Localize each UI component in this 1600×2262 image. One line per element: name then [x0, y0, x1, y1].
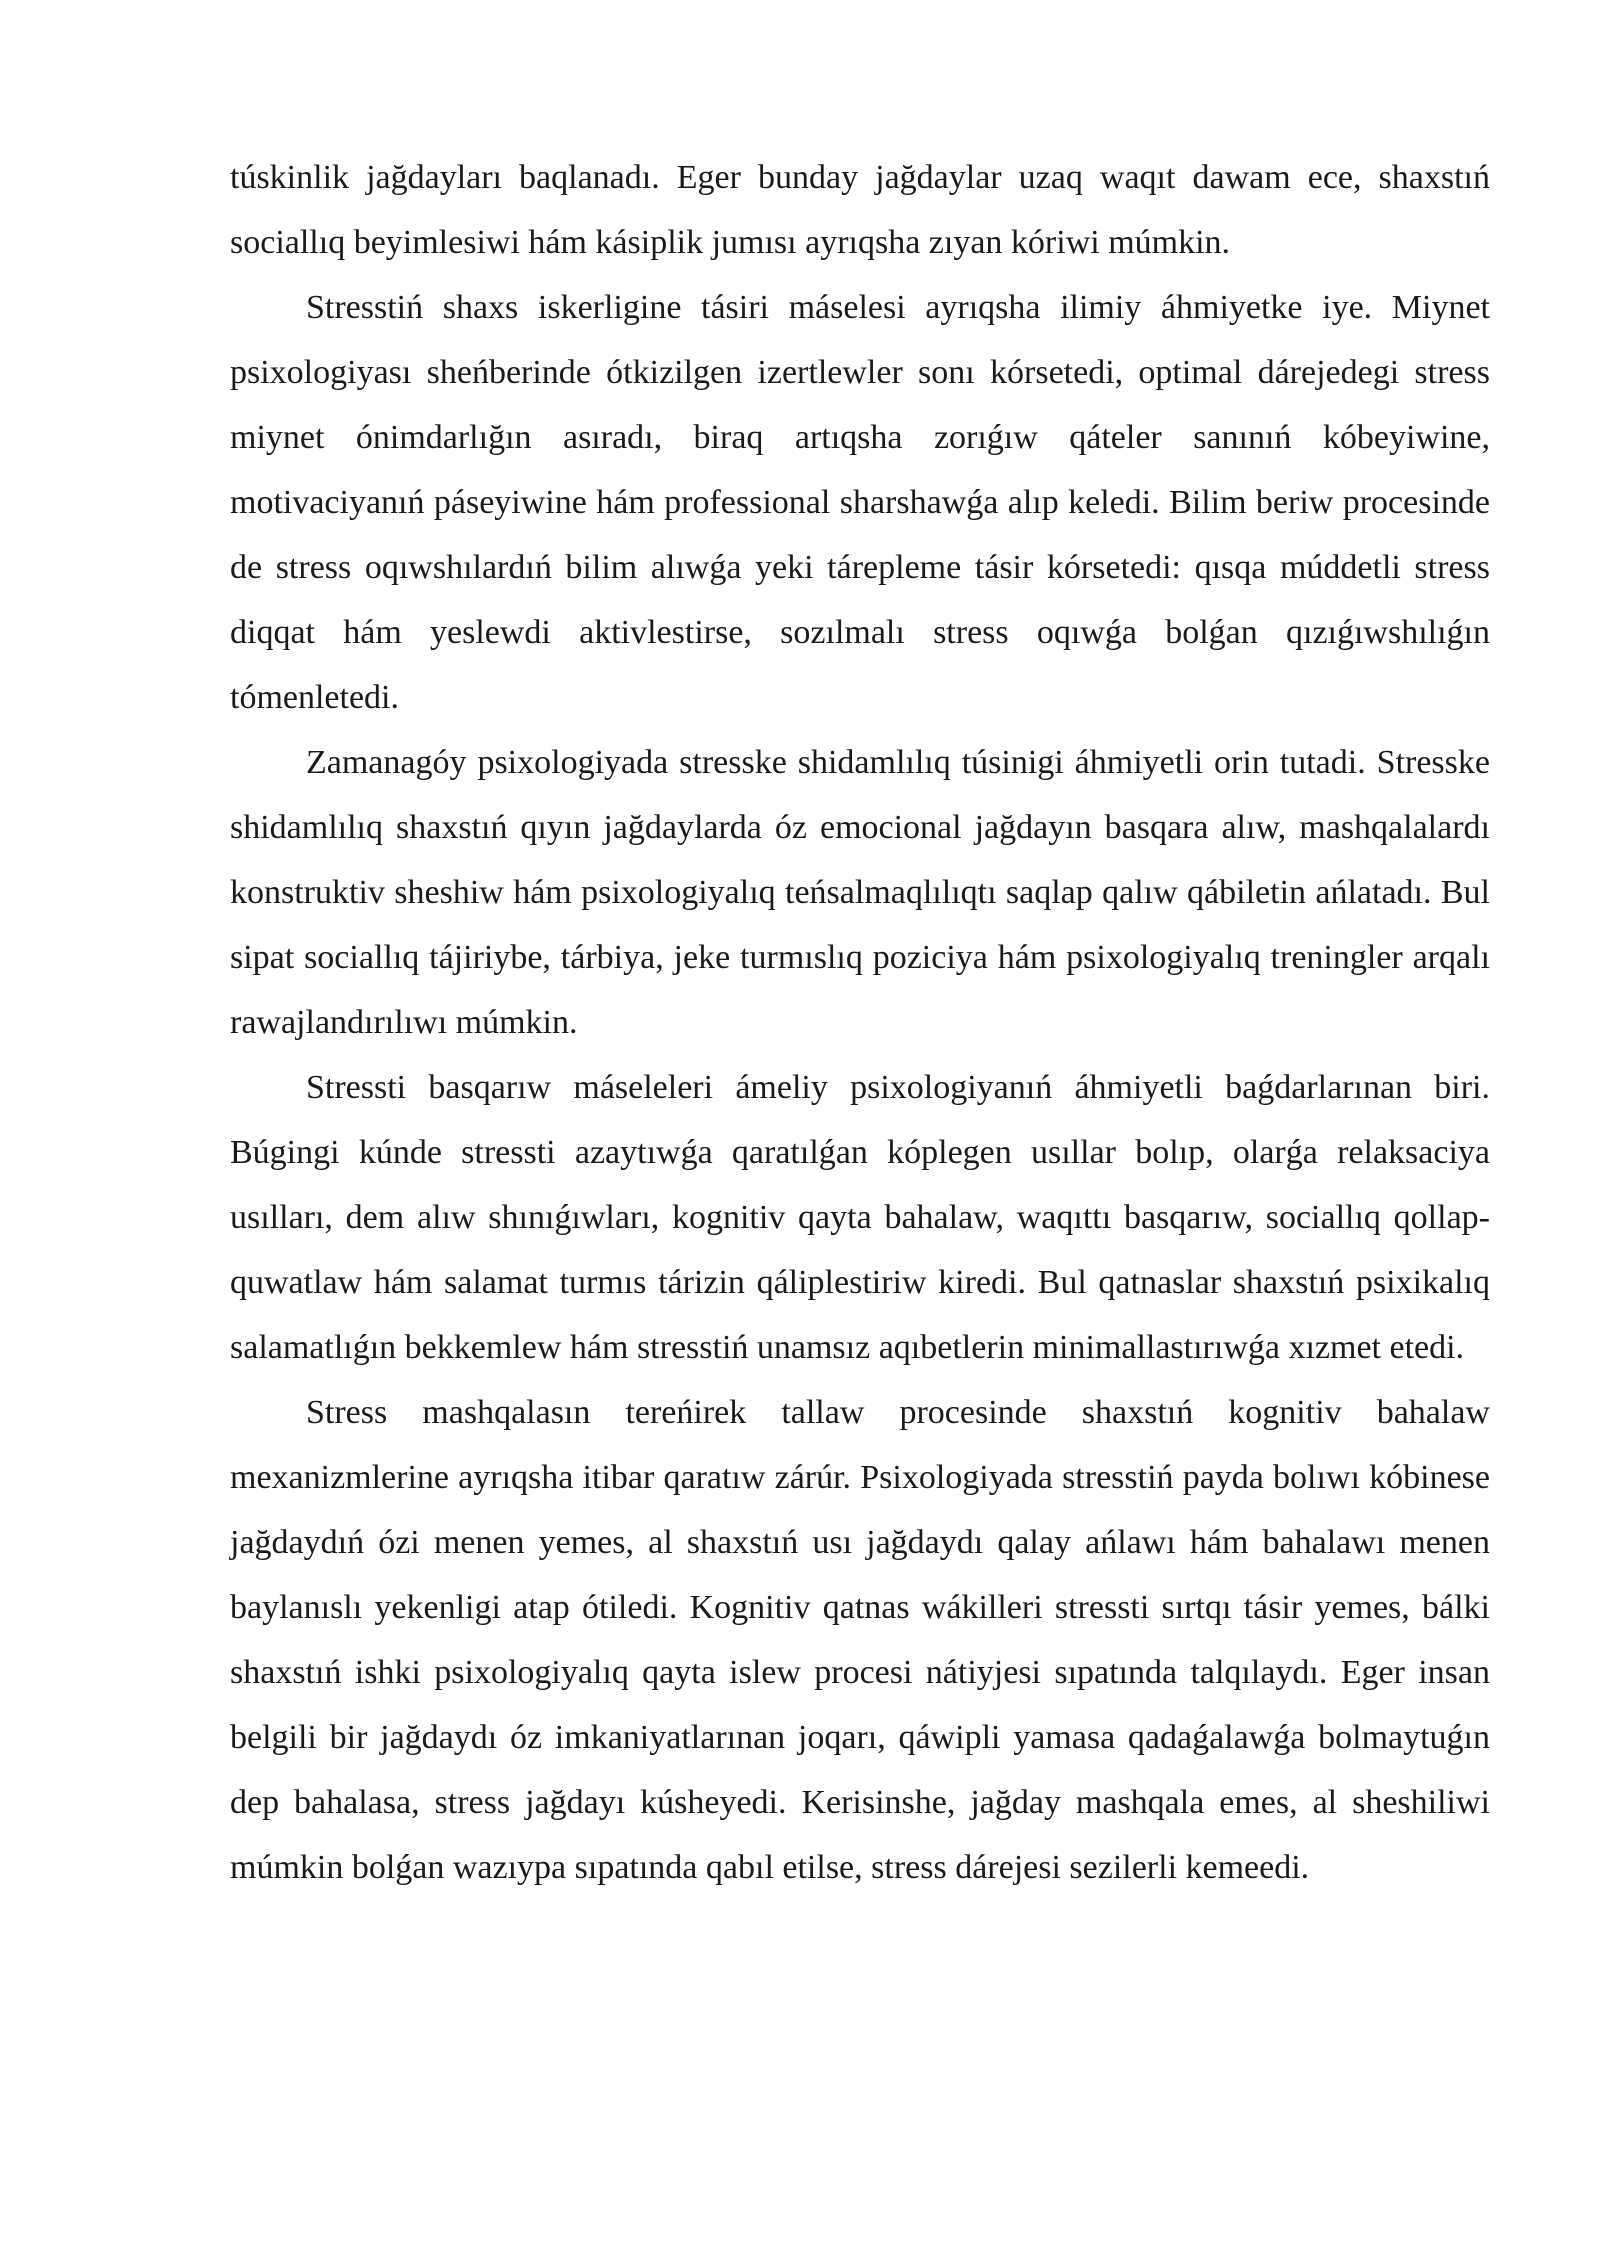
paragraph-3: Zamanagóy psixologiyada stresske shidamlılıq túsinigi áhmiyetli orin tutadi. Stresske shidamlılıq shaxstıń qıyın jağdaylarda óz emocional jağdayın basqara alıw, mashqalalardı konstruktiv sheshiw hám psixologiyalıq teńsalmaqlılıqtı saqlap qalıw qábiletin ańlatadı. Bul sipat sociallıq tájiriybe, tárbiya, jeke turmıslıq poziciya hám psixologiyalıq treningler arqalı rawajlandırılıwı múmkin.	[230, 744, 1490, 1041]
paragraph-4: Stressti basqarıw máseleleri ámeliy psixologiyanıń áhmiyetli baǵdarlarınan biri. Búgingi kúnde stressti azaytıwǵa qaratılǵan kóplegen usıllar bolıp, olarǵa relaksaciya usılları, dem alıw shınıǵıwları, kognitiv qayta bahalaw, waqıttı basqarıw, sociallıq qollap-quwatlaw hám salamat turmıs tárizin qáliplestiriw kiredi. Bul qatnaslar shaxstıń psixikalıq salamatlıǵın bekkemlew hám stresstiń unamsız aqıbetlerin minimallastırıwǵa xızmet etedi.	[230, 1069, 1490, 1366]
paragraph-2: Stresstiń shaxs iskerligine tásiri máselesi ayrıqsha ilimiy áhmiyetke iye. Miynet psixologiyası sheńberinde ótkizilgen izertlewler sonı kórsetedi, optimal dárejedegi stress miynet ónimdarlığın asıradı, biraq artıqsha zorıǵıw qáteler sanınıń kóbeyiwine, motivaciyanıń páseyiwine hám professional sharshawǵa alıp keledi. Bilim beriw procesinde de stress oqıwshılardıń bilim alıwǵa yeki tárepleme tásir kórsetedi: qısqa múddetli stress diqqat hám yeslewdi aktivlestirse, sozılmalı stress oqıwǵa bolǵan qızıǵıwshılıǵın tómenletedi.	[230, 289, 1490, 716]
paragraph-5: Stress mashqalasın tereńirek tallaw procesinde shaxstıń kognitiv bahalaw mexanizmlerine ayrıqsha itibar qaratıw zárúr. Psixologiyada stresstiń payda bolıwı kóbinese jağdaydıń ózi menen yemes, al shaxstıń usı jağdaydı qalay ańlawı hám bahalawı menen baylanıslı yekenligi atap ótiledi. Kognitiv qatnas wákilleri stressti sırtqı tásir yemes, bálki shaxstıń ishki psixologiyalıq qayta islew procesi nátiyjesi sıpatında talqılaydı. Eger insan belgili bir jağdaydı óz imkaniyatlarınan joqarı, qáwipli yamasa qadaǵalawǵa bolmaytuǵın dep bahalasa, stress jağdayı kúsheyedi. Kerisinshe, jağday mashqala emes, al sheshiliwi múmkin bolǵan wazıypa sıpatında qabıl etilse, stress dárejesi sezilerli kemeedi.	[230, 1394, 1490, 1886]
document-body	[230, 145, 1490, 1900]
paragraph-1: túskinlik jağdayları baqlanadı. Eger bunday jağdaylar uzaq waqıt dawam ece, shaxstıń sociallıq beyimlesiwi hám kásiplik jumısı ayrıqsha zıyan kóriwi múmkin.	[230, 159, 1490, 261]
